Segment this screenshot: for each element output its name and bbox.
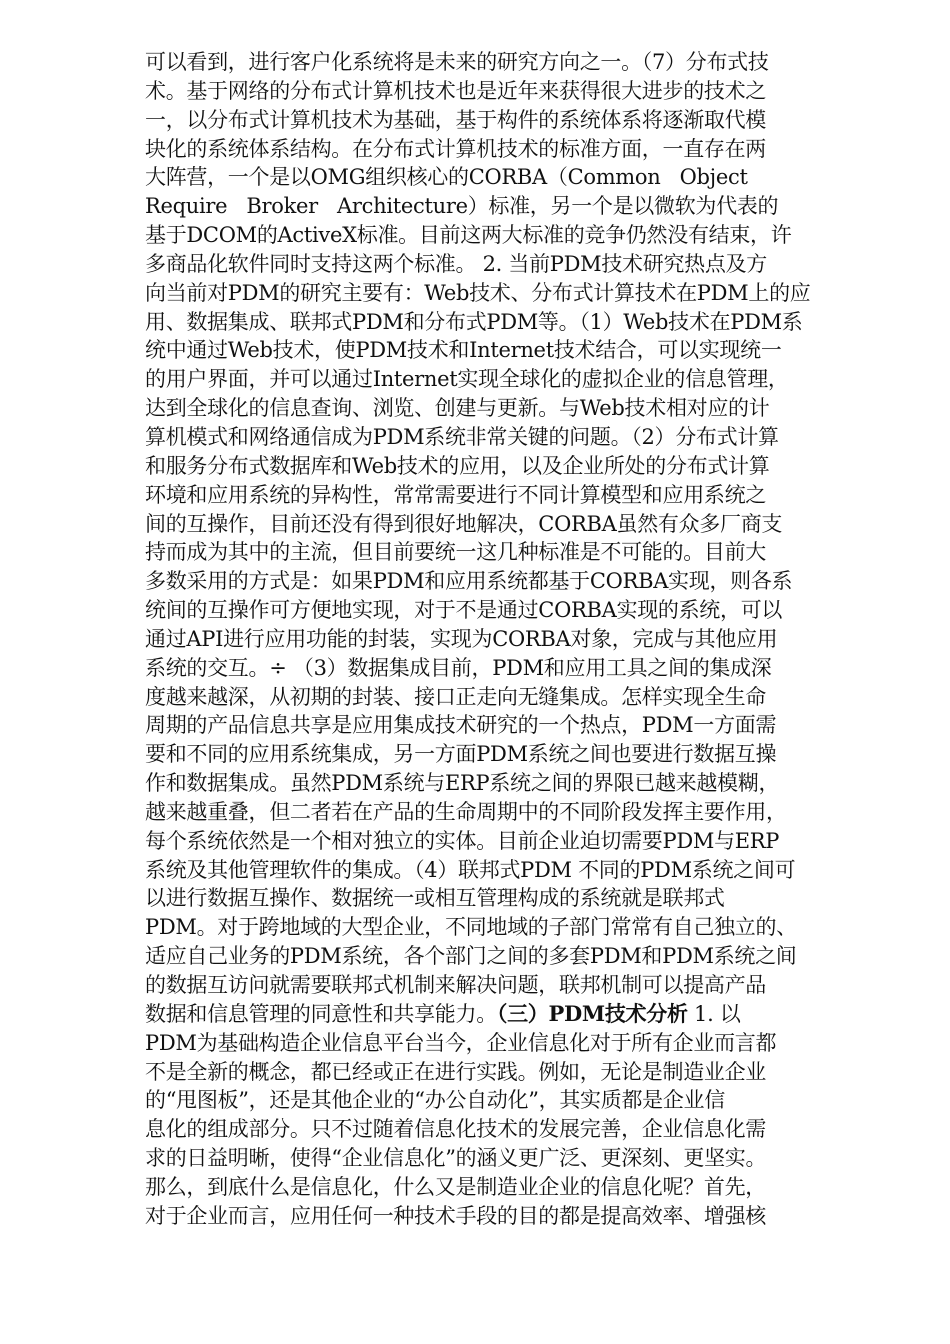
text-line: 多商品化软件同时支持这两个标准。 2. 当前PDM技术研究热点及方 <box>145 251 767 276</box>
text-line: 周期的产品信息共享是应用集成技术研究的一个热点，PDM一方面需 <box>145 713 777 738</box>
text-line: 术。基于网络的分布式计算机技术也是近年来获得很大进步的技术之 <box>145 78 766 103</box>
text-line: 系统及其他管理软件的集成。（4）联邦式PDM 不同的PDM系统之间可 <box>145 857 796 882</box>
text-line: 那么，到底什么是信息化，什么又是制造业企业的信息化呢？首先， <box>145 1174 766 1199</box>
text-line: 通过API进行应用功能的封装，实现为CORBA对象，完成与其他应用 <box>145 626 778 651</box>
text-line: 的数据互访问就需要联邦式机制来解决问题，联邦机制可以提高产品 <box>145 973 766 997</box>
text-line: 度越来越深，从初期的封装、接口正走向无缝集成。怎样实现全生命 <box>145 684 766 709</box>
text-line: 一，以分布式计算机技术为基础，基于构件的系统体系将逐渐取代模 <box>145 107 766 132</box>
text-line: 用、数据集成、联邦式PDM和分布式PDM等。（1）Web技术在PDM系 <box>145 309 803 334</box>
text-line: 达到全球化的信息查询、浏览、创建与更新。与Web技术相对应的计 <box>145 396 770 421</box>
text-line: 大阵营，一个是以OMG组织核心的CORBA（Common Object <box>145 165 748 190</box>
text-line: 的用户界面，并可以通过Internet实现全球化的虚拟企业的信息管理， <box>145 367 789 392</box>
text-line: 算机模式和网络通信成为PDM系统非常关键的问题。（2）分布式计算 <box>145 424 779 449</box>
text-line: 统间的互操作可方便地实现，对于不是通过CORBA实现的系统，可以 <box>145 598 783 623</box>
line-text: 数据和信息管理的同意性和共享能力。 <box>145 1001 497 1026</box>
text-line: 基于DCOM的ActiveX标准。目前这两大标准的竞争仍然没有结束，许 <box>145 223 792 248</box>
text-line: 每个系统依然是一个相对独立的实体。目前企业迫切需要PDM与ERP <box>145 828 780 853</box>
text-line: 不是全新的概念，都已经或正在进行实践。例如，无论是制造业企业 <box>145 1059 766 1084</box>
line-text-after: 1. 以 <box>687 1001 741 1026</box>
text-line: 多数采用的方式是：如果PDM和应用系统都基于CORBA实现，则各系 <box>145 569 793 594</box>
text-line: 越来越重叠，但二者若在产品的生命周期中的不同阶段发挥主要作用， <box>145 799 787 824</box>
text-line: 和服务分布式数据库和Web技术的应用，以及企业所处的分布式计算 <box>145 453 770 478</box>
text-line: 向当前对PDM的研究主要有：Web技术、分布式计算技术在PDM上的应 <box>145 280 811 305</box>
text-line: 要和不同的应用系统集成，另一方面PDM系统之间也要进行数据互操 <box>145 742 777 767</box>
text-line: Require Broker Architecture）标准，另一个是以微软为代表的 <box>145 194 779 219</box>
text-line: 作和数据集成。虽然PDM系统与ERP系统之间的界限已越来越模糊， <box>145 771 780 796</box>
document-page <box>145 48 885 1231</box>
text-line: 持而成为其中的主流，但目前要统一这几种标准是不可能的。目前大 <box>145 540 766 565</box>
text-line: 系统的交互。÷ （3）数据集成目前，PDM和应用工具之间的集成深 <box>145 655 772 680</box>
text-line-with-heading <box>145 1000 885 1029</box>
text-line: 以进行数据互操作、数据统一或相互管理构成的系统就是联邦式 <box>145 886 725 911</box>
text-line: 可以看到，进行客户化系统将是未来的研究方向之一。（7）分布式技 <box>145 50 769 74</box>
text-line: 对于企业而言，应用任何一种技术手段的目的都是提高效率、增强核 <box>145 1203 766 1228</box>
text-line: PDM为基础构造企业信息平台当今，企业信息化对于所有企业而言都 <box>145 1030 777 1055</box>
text-line: 环境和应用系统的异构性，常常需要进行不同计算模型和应用系统之 <box>145 482 766 507</box>
text-line: 间的互操作，目前还没有得到很好地解决，CORBA虽然有众多厂商支 <box>145 511 783 536</box>
text-line: PDM。对于跨地域的大型企业，不同地域的子部门常常有自己独立的、 <box>145 915 797 940</box>
section-heading: （三）PDM技术分析 <box>496 1000 688 1026</box>
text-line: 适应自己业务的PDM系统，各个部门之间的多套PDM和PDM系统之间 <box>145 944 797 969</box>
text-line: 统中通过Web技术，使PDM技术和Internet技术结合，可以实现统一 <box>145 338 782 363</box>
text-line: 的“甩图板”，还是其他企业的“办公自动化”，其实质都是企业信 <box>145 1088 725 1113</box>
text-line: 求的日益明晰，使得“企业信息化”的涵义更广泛、更深刻、更坚实。 <box>145 1146 767 1171</box>
text-line: 息化的组成部分。只不过随着信息化技术的发展完善，企业信息化需 <box>145 1117 766 1142</box>
text-line: 块化的系统体系结构。在分布式计算机技术的标准方面，一直存在两 <box>145 136 766 161</box>
